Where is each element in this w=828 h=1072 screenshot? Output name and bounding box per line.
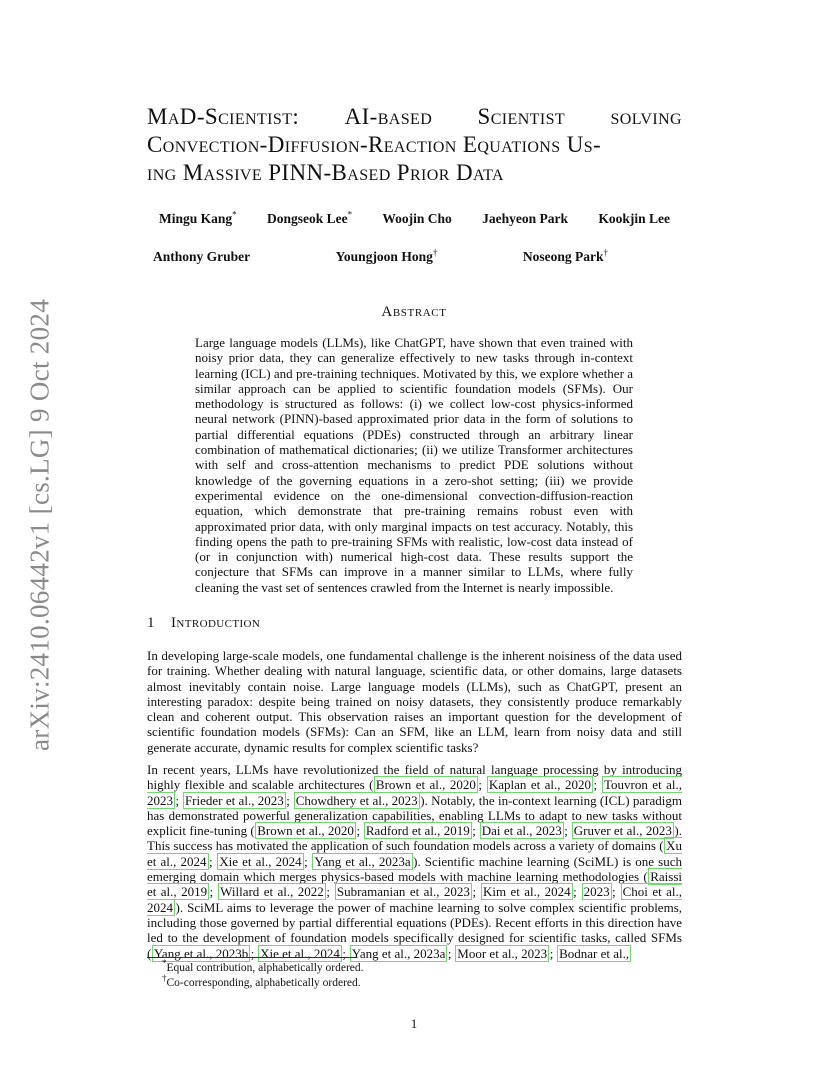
title-word: AI-based xyxy=(344,104,433,129)
arxiv-identifier: arXiv:2410.06442v1 [cs.LG] 9 Oct 2024 xyxy=(24,298,55,752)
citation-link[interactable]: Bodnar et al., xyxy=(559,945,630,961)
author: Mingu Kang* xyxy=(159,209,237,226)
title-word: MaD-Scientist: xyxy=(147,104,300,129)
citation-link[interactable]: 2023 xyxy=(583,884,610,900)
section-title: Introduction xyxy=(171,615,261,631)
citation-link[interactable]: Choi et al., 2024 xyxy=(147,884,683,915)
footnote-rule xyxy=(147,957,357,958)
citation-link[interactable]: Yang et al., 2023a xyxy=(351,945,446,961)
citation-link[interactable]: Xie et al., 2024 xyxy=(260,945,340,961)
author: Jaehyeon Park xyxy=(482,211,568,226)
citation-link[interactable]: Frieder et al., 2023 xyxy=(184,792,284,808)
arxiv-side-stamp xyxy=(24,300,56,750)
citation-link[interactable]: Touvron et al., 2023 xyxy=(147,777,682,808)
page-number: 1 xyxy=(410,1016,418,1031)
intro-paragraph-2: In recent years, LLMs have revolutionized the field of natural language processing by introducing highly flexible and scalable architectures ( Brown et al., 2020 ; Kaplan et al., 2020 ; Touvron et al., 2023 ; Frieder et al., 2023 ; Chowdhery et al., 2023 ). Notably, the in-context learning (ICL) paradigm has demonstrated powerful generalization capabilities, enabling LLMs to adapt to new tasks without explicit fine-tuning ( Brown et al., 2020 ; Radford et al., 2019 ; Dai et al., 2023 ; Gruver et al., 2023 ). This success has motivated the application of such foundation models across a variety of domains ( Xu et al., 2024 ; Xie et al., 2024 ; Yang et al., 2023a ). Scientific machine learning (SciML) is one such emerging domain which merges physics-based models with machine learning methodologies ( Raissi et al., 2019 ; Willard et al., 2022 ; Subramanian et al., 2023 ; Kim et al., 2024 ; 2023 ; Choi et al., 2024 ). SciML aims to leverage the power of machine learning to solve complex scientific problems, including those governed by partial differential equations (PDEs). Recent efforts in this direction have led to the development of foundation models specifically designed for scientific tasks, called SFMs ( Yang et al., 2023b ; Xie et al., 2024 ; Yang et al., 2023a ; Moor et al., 2023 ; Bodnar et al., xyxy=(147,762,683,961)
author: Kookjin Lee xyxy=(598,211,670,226)
author-row-2 xyxy=(147,249,682,265)
title-word: Scientist xyxy=(477,104,566,129)
citation-link[interactable]: Willard et al., 2022 xyxy=(220,884,324,900)
title-line-1 xyxy=(147,103,682,131)
abstract-text: Large language models (LLMs), like ChatGPT, have shown that even trained with noisy prior data, they can generalize effectively to new tasks through in-context learning (ICL) and pre-training techniques. Motivated by this, we explore whether a similar approach can be applied to scientific foundation models (SFMs). Our methodology is structured as follows: (i) we collect low-cost physics-informed neural network (PINN)-based approximated prior data in the form of solutions to partial differential equations (PDEs) constructed through an arbitrary linear combination of mathematical dictionaries; (ii) we utilize Transformer architectures with self and cross-attention mechanisms to predict PDE solutions without knowledge of the governing equations in a zero-shot setting; (iii) we provide experimental evidence on the one-dimensional convection-diffusion-reaction equation, which demonstrate that pre-training remains robust even with approximated prior data, with only marginal impacts on test accuracy. Notably, this finding opens the path to pre-training SFMs with realistic, low-cost data instead of (or in conjunction with) numerical high-cost data. These results support the conjecture that SFMs can improve in a manner similar to LLMs, where fully cleaning the vast set of sentences crawled from the Internet is nearly impossible. xyxy=(195,335,633,595)
intro-paragraph-1: In developing large-scale models, one fundamental challenge is the inherent noisiness of the data used for training. Whether dealing with natural language, scientific data, or other domains, large datasets almost inevitably contain noise. Large language models (LLMs), such as ChatGPT, present an interesting paradox: despite being trained on noisy datasets, they consistently produce remarkably clean and coherent output. This observation raises an important question for the development of scientific foundation models (SFMs): Can an SFM, like an LLM, learn from noisy data and still generate accurate, dynamic results for complex scientific tasks? xyxy=(147,648,682,755)
author: Dongseok Lee* xyxy=(266,209,353,226)
citation-link[interactable]: Chowdhery et al., 2023 xyxy=(295,792,418,808)
citation-link[interactable]: Brown et al., 2020 xyxy=(257,823,354,839)
footnote-2: †Co-corresponding, alphabetically ordered. xyxy=(162,973,361,989)
citation-link[interactable]: Gruver et al., 2023 xyxy=(573,823,672,839)
footnote-1: *Equal contribution, alphabetically ordered. xyxy=(162,958,364,974)
title-line-3: ing Massive PINN-Based Prior Data xyxy=(147,160,505,185)
citation-link[interactable]: Raissi et al., 2019 xyxy=(147,869,682,900)
citation-link[interactable]: Xu et al., 2024 xyxy=(147,838,682,869)
author: Noseong Park† xyxy=(522,247,608,264)
citation-link[interactable]: Radford et al., 2019 xyxy=(365,823,470,839)
abstract-heading: Abstract xyxy=(381,304,447,320)
section-number: 1 xyxy=(147,615,155,631)
citation-link[interactable]: Kim et al., 2024 xyxy=(482,884,571,900)
author-row-1 xyxy=(147,211,682,227)
title-word: solving xyxy=(610,104,682,129)
citation-link[interactable]: Xie et al., 2024 xyxy=(219,853,302,869)
citation-link[interactable]: Moor et al., 2023 xyxy=(457,945,548,961)
citation-link[interactable]: Kaplan et al., 2020 xyxy=(488,777,591,793)
author: Youngjoon Hong† xyxy=(335,247,438,264)
citation-link[interactable]: Yang et al., 2023b xyxy=(153,945,249,961)
author: Woojin Cho xyxy=(382,211,452,226)
citation-link[interactable]: Dai et al., 2023 xyxy=(481,823,562,839)
section-heading xyxy=(147,615,260,632)
paper-title xyxy=(147,103,682,187)
title-line-2: Convection-Diffusion-Reaction Equations Us- xyxy=(147,132,602,157)
citation-link[interactable]: Subramanian et al., 2023 xyxy=(336,884,470,900)
citation-link[interactable]: Brown et al., 2020 xyxy=(375,777,476,793)
author: Anthony Gruber xyxy=(153,249,251,264)
citation-link[interactable]: Yang et al., 2023a xyxy=(314,853,411,869)
